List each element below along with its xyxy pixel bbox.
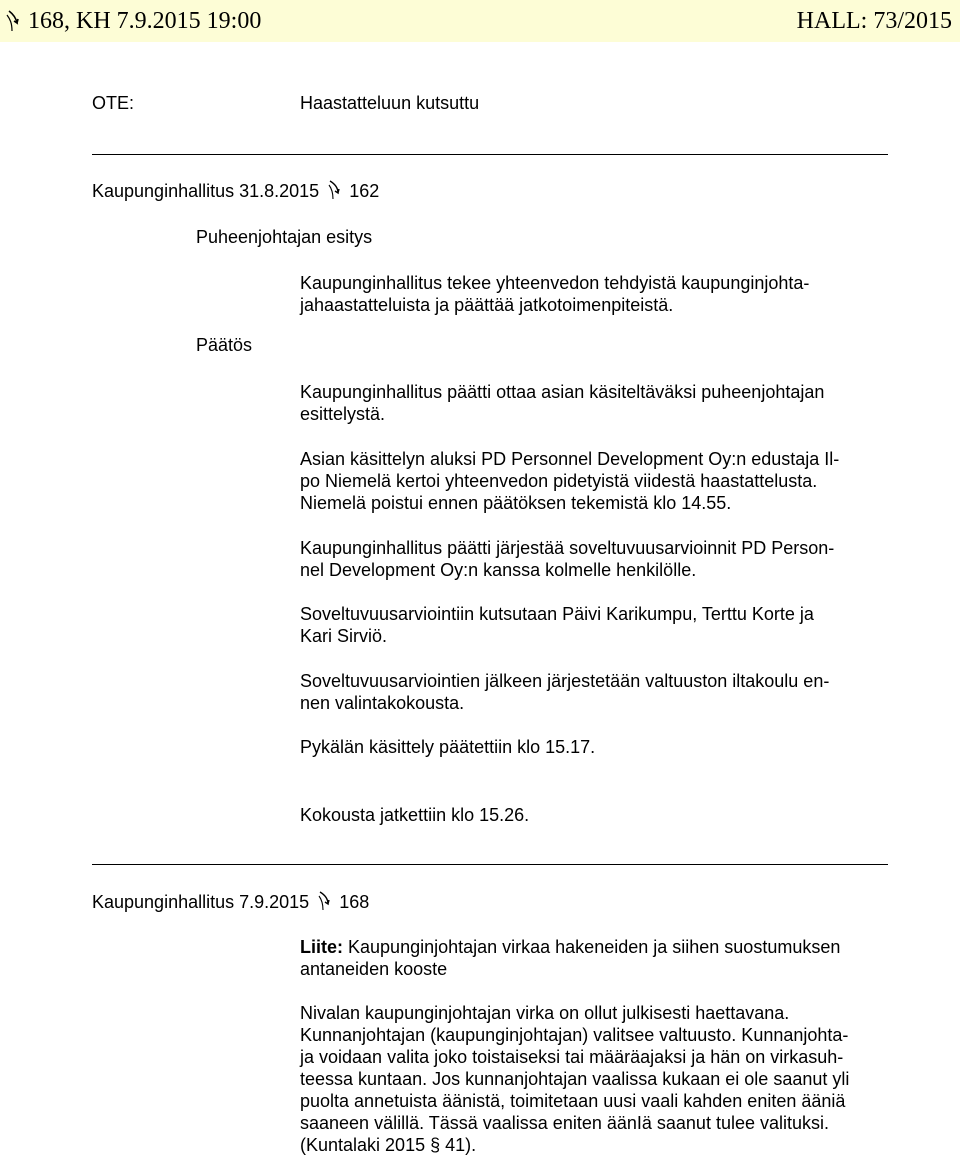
divider-bottom: [92, 864, 888, 865]
section-mark-icon: [327, 180, 341, 200]
decision-label: Päätös: [196, 335, 253, 355]
section1-number: 162: [349, 181, 380, 201]
body-paragraph: Nivalan kaupunginjohtajan virka on ollut julkisesti haettavana. Kunnanjohtajan (kaupunginjohtajan) valitsee valtuusto. Kunnanjohta- ja voidaan valita joko toistaiseksi tai määräajaksi ja hän on virkasuh- teessa kuntaan. Jos kunnanjohtajan vaalissa kukaan ei ole saanut yli puolta annetuista äänistä, toimitetaan uusi vaali kahden eniten ääniä saaneen välillä. Tässä vaalissa eniten äänIä saanut tulee valituksi. (Kuntalaki 2015 § 41).: [300, 1003, 850, 1155]
decision-paragraph-7: Kokousta jatkettiin klo 15.26.: [300, 805, 530, 825]
section2-meeting: Kaupunginhallitus 7.9.2015: [92, 892, 310, 912]
decision-paragraph-1: Kaupunginhallitus päätti ottaa asian käsiteltäväksi puheenjohtajan esittelystä.: [300, 382, 825, 424]
section2-number: 168: [339, 892, 370, 912]
section-arrow-icon: [4, 9, 20, 33]
document-title: Haastatteluun kutsuttu: [300, 93, 480, 113]
attachment-label: Liite:: [300, 937, 343, 957]
decision-paragraph-4: Soveltuvuusarviointiin kutsutaan Päivi Karikumpu, Terttu Korte ja Kari Sirviö.: [300, 604, 814, 646]
decision-paragraph-6: Pykälän käsittely päätettiin klo 15.17.: [300, 737, 596, 757]
attachment-note: [300, 936, 900, 980]
header-left: [4, 0, 261, 42]
proposal-heading: Puheenjohtajan esitys: [196, 227, 373, 247]
section2-heading: [92, 891, 369, 913]
header-meeting-ref: 168, KH 7.9.2015 19:00: [28, 8, 262, 34]
section-mark-icon: [317, 891, 331, 911]
document-header: [0, 0, 960, 42]
ote-label: OTE:: [92, 93, 135, 113]
divider-top: [92, 154, 888, 155]
header-hall-ref: HALL: 73/2015: [796, 8, 952, 34]
attachment-text-2: antaneiden kooste: [300, 959, 448, 979]
decision-paragraph-2: Asian käsittelyn aluksi PD Personnel Development Oy:n edustaja Il- po Niemelä kertoi yhteenvedon pidetyistä viidestä haastattelusta. Niemelä poistui ennen päätöksen tekemistä klo 14.55.: [300, 449, 840, 513]
section1-meeting: Kaupunginhallitus 31.8.2015: [92, 181, 320, 201]
decision-paragraph-3: Kaupunginhallitus päätti järjestää soveltuvuusarvioinnit PD Person- nel Development Oy:n kanssa kolmelle henkilölle.: [300, 538, 835, 580]
decision-paragraph-5: Soveltuvuusarviointien jälkeen järjestetään valtuuston iltakoulu en- nen valintakokousta.: [300, 671, 830, 713]
section1-heading: [92, 180, 379, 202]
attachment-text-1: Kaupunginjohtajan virkaa hakeneiden ja siihen suostumuksen: [348, 937, 841, 957]
proposal-text: Kaupunginhallitus tekee yhteenvedon tehdyistä kaupunginjohta- jahaastatteluista ja päättää jatkotoimenpiteistä.: [300, 273, 810, 315]
